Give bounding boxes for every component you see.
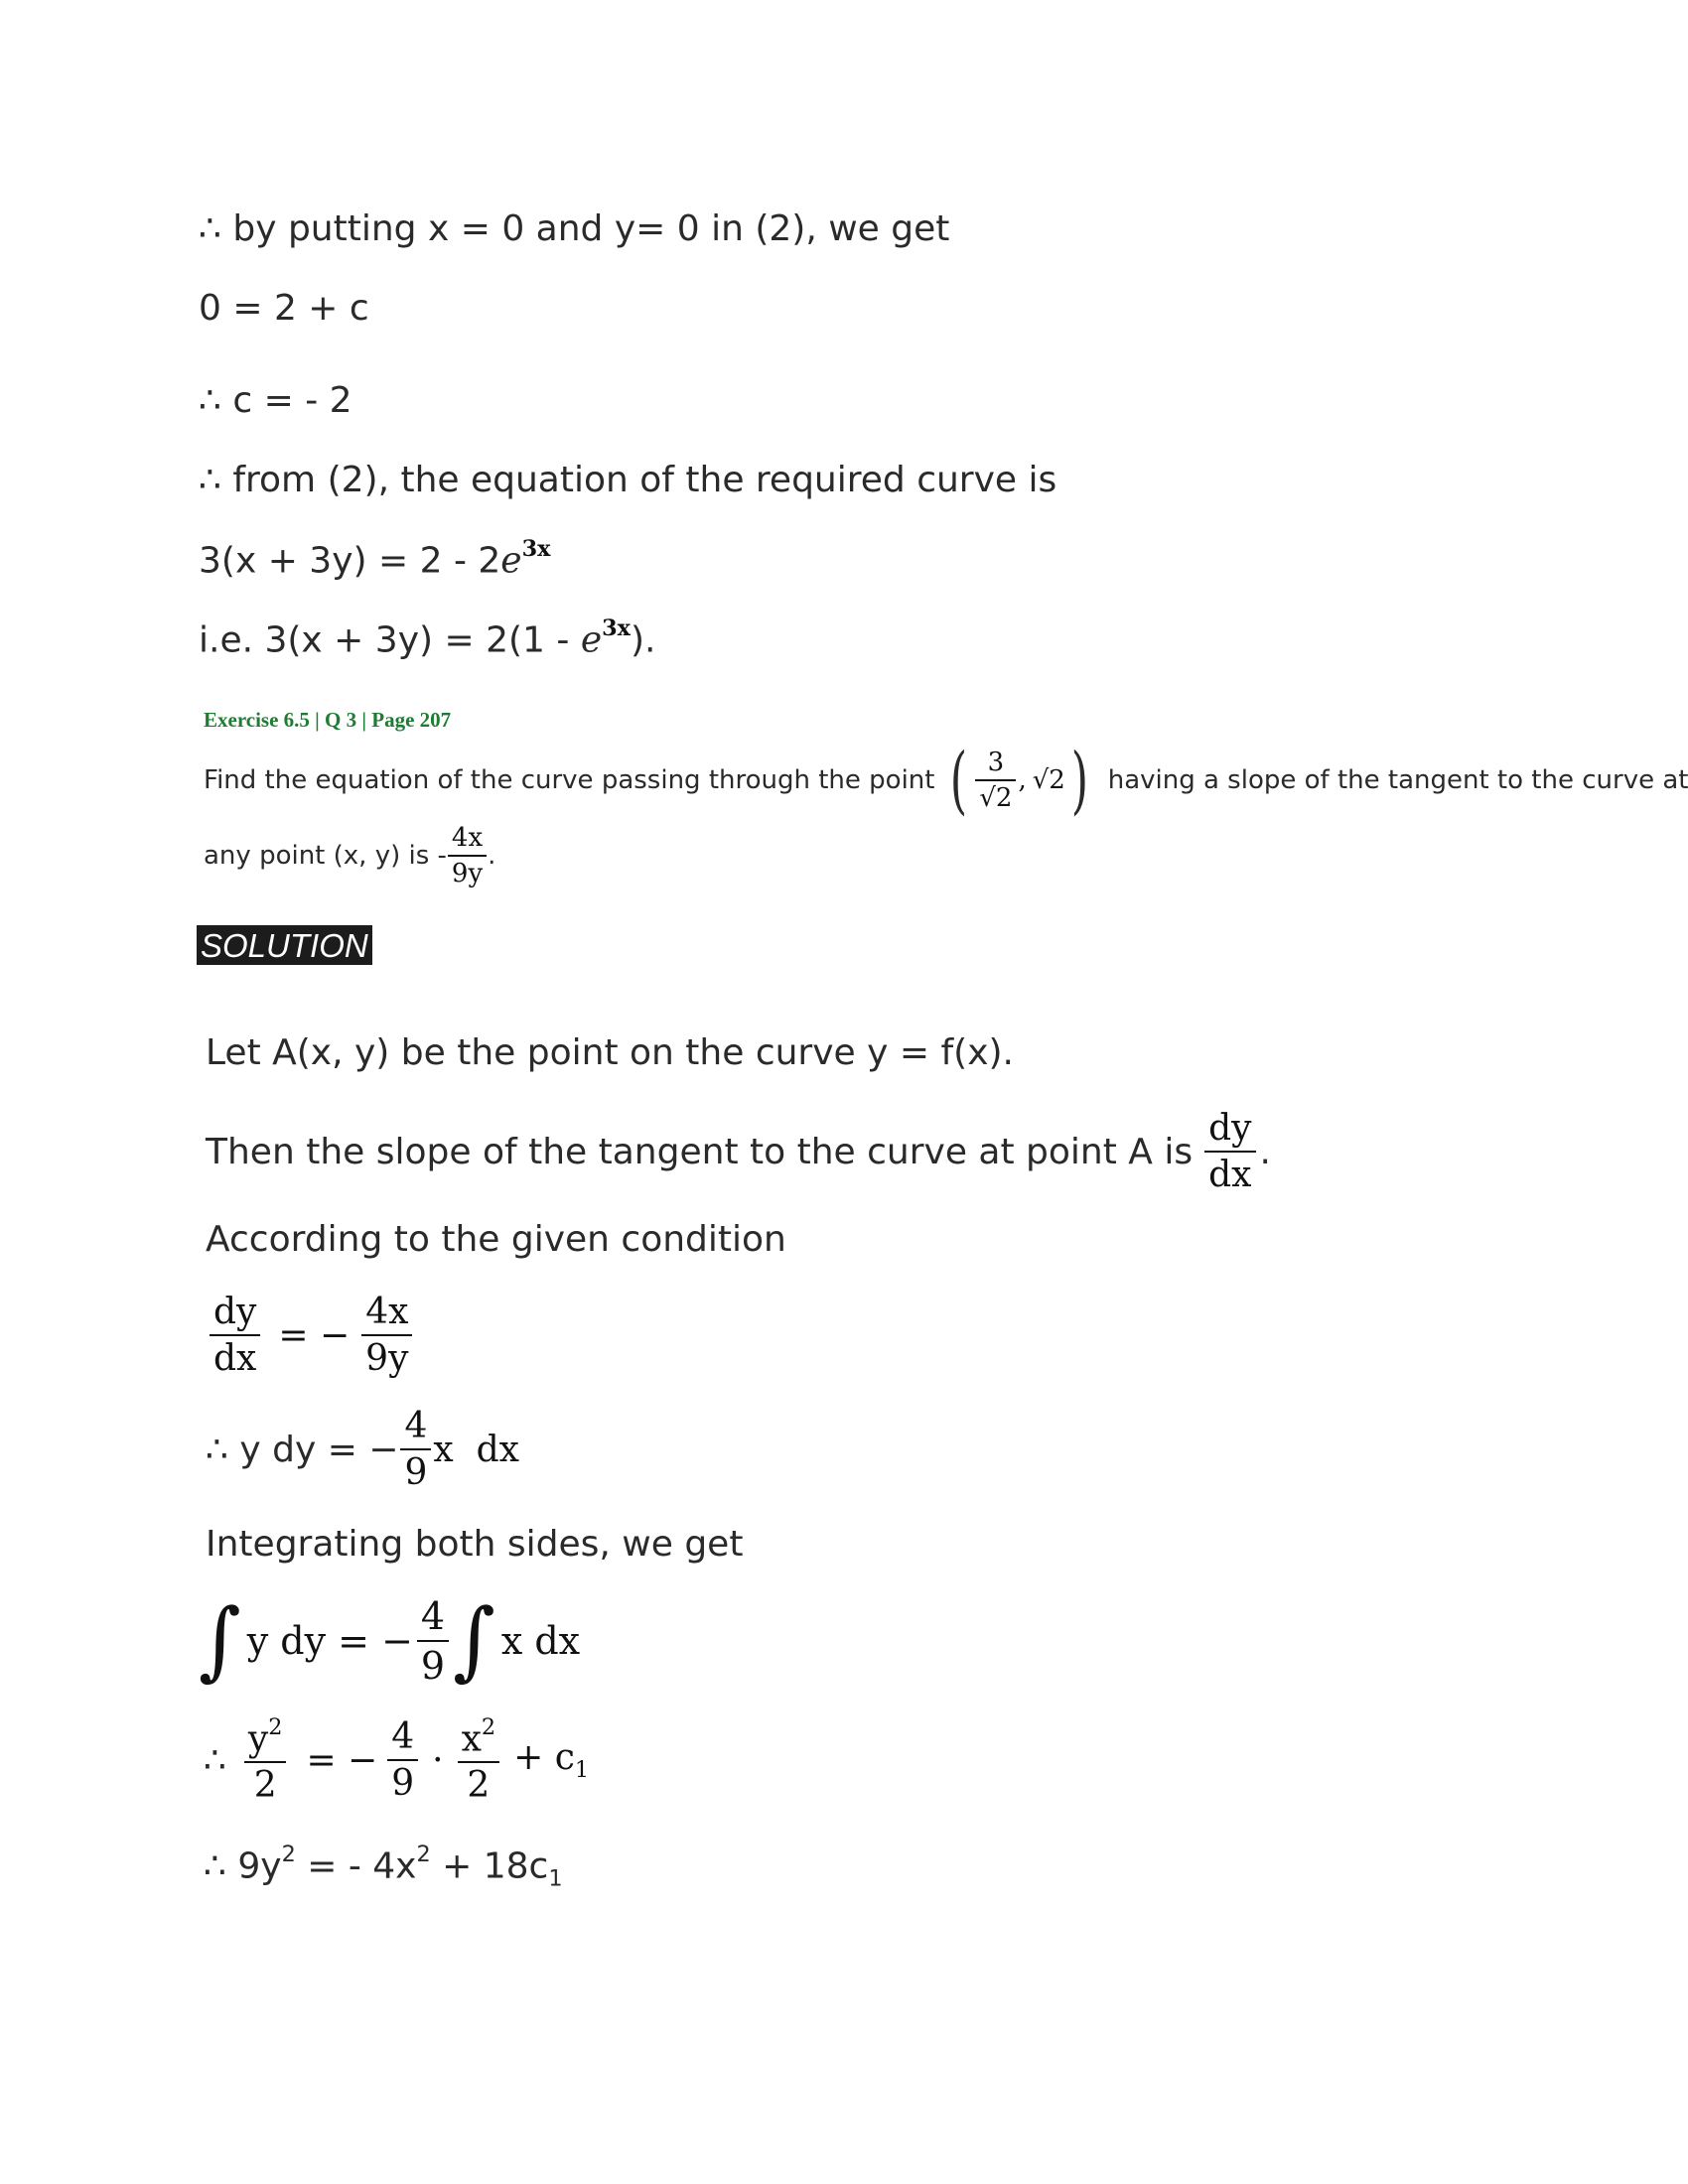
solution-line: According to the given condition	[206, 1219, 786, 1260]
variable: y	[247, 1718, 269, 1760]
x-fraction	[458, 1714, 500, 1807]
lhs-fraction	[244, 1714, 287, 1807]
variable: x	[461, 1718, 482, 1760]
denominator: 9	[391, 1763, 415, 1804]
coef-fraction	[387, 1716, 418, 1804]
numerator: 4x	[365, 1292, 409, 1332]
text-line: ∴ by putting x = 0 and y= 0 in (2), we get	[199, 208, 950, 249]
equation-line	[199, 615, 655, 661]
denominator: 9y	[365, 1338, 409, 1379]
exp-base: e	[500, 540, 522, 582]
integral-sign: ∫	[453, 1590, 495, 1690]
equation-line	[199, 536, 550, 582]
exponent: 3x	[602, 615, 631, 641]
question-text: having a slope of the tangent to the curve at	[1107, 765, 1688, 795]
denominator: 2	[253, 1765, 277, 1807]
coef-fraction	[417, 1594, 449, 1688]
dy-dx-fraction	[1204, 1108, 1255, 1195]
coef-fraction	[400, 1406, 431, 1493]
denominator: dx	[213, 1338, 257, 1379]
denominator: √2	[979, 783, 1013, 813]
question-text: any point (x, y) is -	[204, 841, 447, 871]
comma: ,	[1018, 765, 1027, 795]
right-paren: )	[1070, 738, 1088, 823]
operator: = −	[278, 1314, 351, 1356]
equation-3	[199, 1583, 580, 1698]
subscript: 1	[574, 1756, 590, 1783]
operator: = −	[306, 1739, 378, 1781]
exponent: 2	[416, 1842, 431, 1867]
numerator: 4x	[451, 823, 484, 853]
equation-4	[204, 1706, 589, 1815]
exponent: 2	[268, 1713, 283, 1740]
eq-text: x dx	[500, 1618, 581, 1663]
text-line: ∴ c = - 2	[199, 380, 352, 421]
numerator: dy	[1208, 1108, 1252, 1149]
constant	[513, 1737, 589, 1783]
solution-text: Then the slope of the tangent to the curve at point A is	[206, 1131, 1194, 1172]
dot-operator: ·	[432, 1739, 444, 1781]
denominator: 2	[467, 1765, 491, 1807]
eq-text: = - 4x	[295, 1845, 417, 1887]
eq-text: + c	[513, 1737, 575, 1779]
question-line-2	[204, 819, 495, 892]
eq-text: x dx	[433, 1429, 519, 1470]
integral-sign: ∫	[199, 1590, 241, 1690]
therefore-symbol: ∴	[204, 1739, 226, 1781]
point-fraction	[975, 748, 1016, 813]
numerator: 4	[404, 1406, 428, 1446]
question-line-1	[204, 740, 1688, 821]
lhs-fraction	[210, 1292, 260, 1379]
equation-5	[204, 1842, 563, 1892]
solution-text: .	[1259, 1131, 1271, 1172]
solution-line: Integrating both sides, we get	[206, 1524, 744, 1565]
eq-text: ∴ y dy = −	[206, 1429, 399, 1470]
exp-base: e	[580, 619, 603, 661]
equation-1	[206, 1281, 416, 1390]
denominator: 9y	[451, 859, 484, 888]
eq-text: i.e. 3(x + 3y) = 2(1 -	[199, 619, 581, 661]
eq-text: + 18c	[430, 1845, 549, 1887]
numerator: 4	[420, 1593, 446, 1638]
subscript: 1	[548, 1865, 563, 1892]
exponent: 2	[481, 1713, 496, 1740]
numerator	[458, 1714, 500, 1762]
question-text: .	[488, 841, 496, 871]
exponent: 2	[281, 1842, 296, 1867]
numerator: 4	[391, 1716, 415, 1757]
eq-text: 3(x + 3y) = 2 - 2	[199, 540, 501, 582]
slope-fraction	[448, 823, 487, 888]
eq-text: y dy = −	[246, 1618, 413, 1663]
denominator: 9	[404, 1452, 428, 1493]
text-line: ∴ from (2), the equation of the required curve is	[199, 460, 1057, 500]
solution-label: SOLUTION	[197, 925, 372, 965]
eq-text: ).	[630, 619, 656, 661]
numerator: 3	[987, 748, 1005, 777]
text-line: 0 = 2 + c	[199, 288, 369, 329]
point-y: √2	[1032, 765, 1065, 795]
exercise-reference: Exercise 6.5 | Q 3 | Page 207	[204, 708, 452, 732]
rhs-fraction	[361, 1292, 412, 1379]
solution-line: Let A(x, y) be the point on the curve y = f(x).	[206, 1032, 1014, 1073]
numerator: dy	[213, 1292, 257, 1332]
equation-2	[206, 1400, 519, 1499]
numerator	[244, 1714, 287, 1762]
solution-line	[206, 1097, 1271, 1206]
question-text: Find the equation of the curve passing through the point	[204, 765, 935, 795]
eq-text: ∴ 9y	[204, 1845, 282, 1887]
left-paren: (	[950, 738, 968, 823]
denominator: dx	[1208, 1155, 1252, 1195]
exponent: 3x	[521, 536, 551, 562]
denominator: 9	[420, 1643, 446, 1688]
